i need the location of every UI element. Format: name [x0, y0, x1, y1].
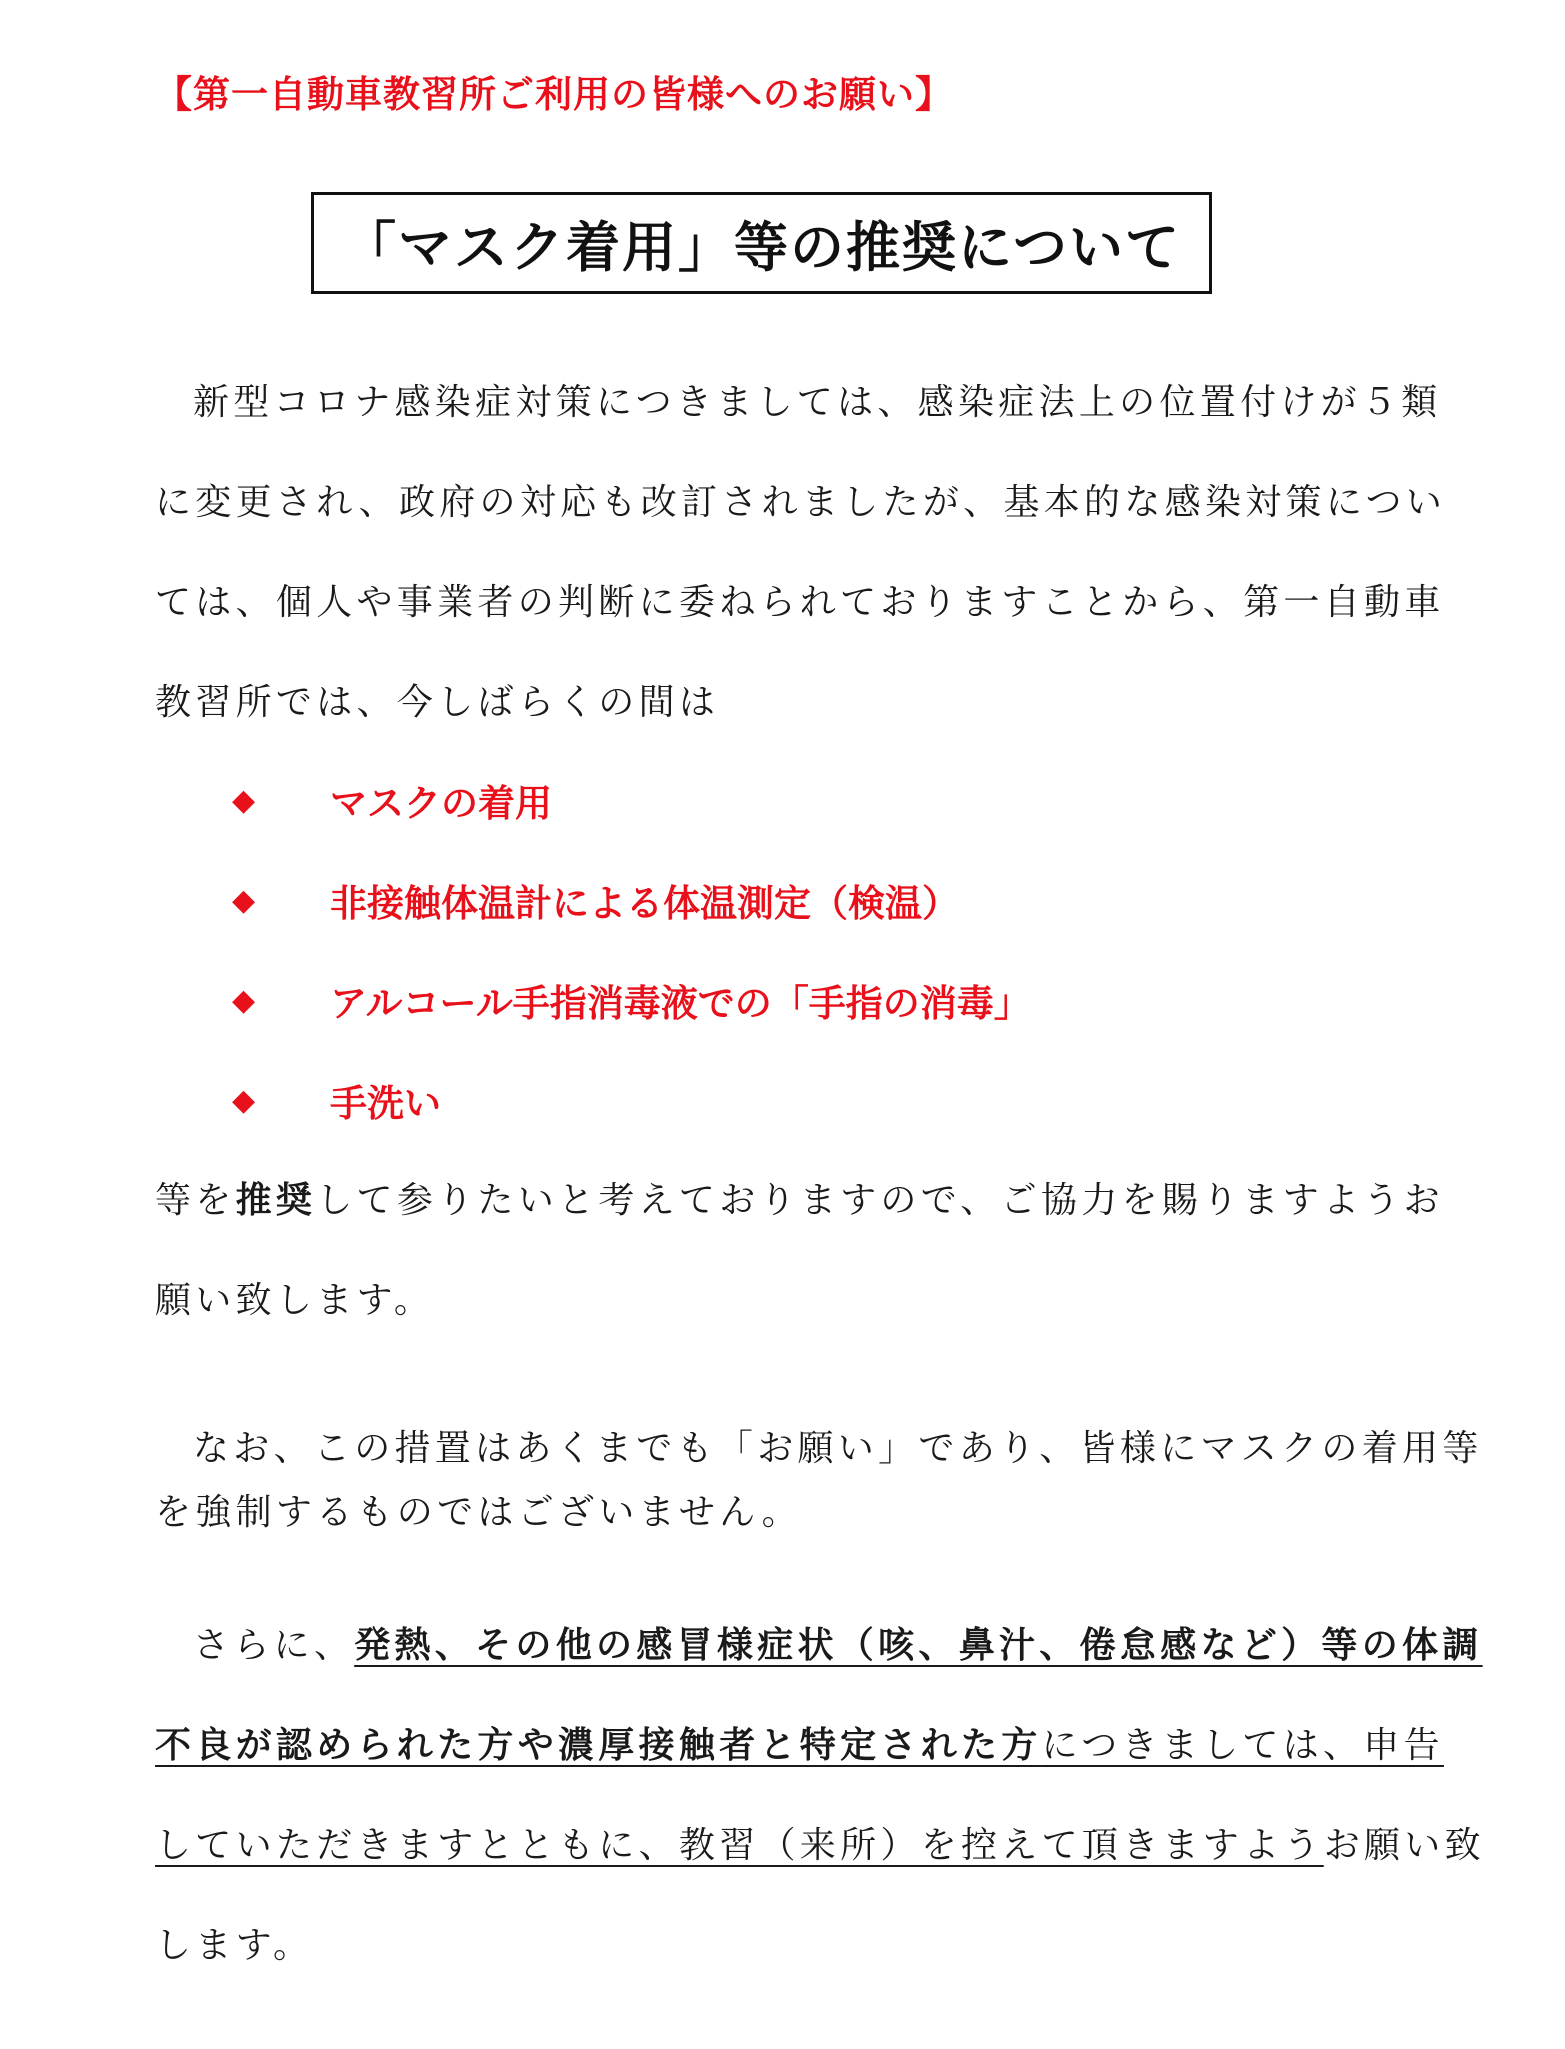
bullet-item — [232, 1073, 441, 1127]
paragraph4-emphasis: 不良が認められた方や濃厚接触者と特定された方 — [155, 1725, 1042, 1766]
paragraph2-pre: 等を — [155, 1180, 236, 1221]
paragraph4-underlined: していただきますとともに、教習（来所）を控えて頂きますよう — [155, 1825, 1324, 1866]
paragraph4-line1 — [193, 1617, 1483, 1668]
paragraph2-line1 — [155, 1172, 1444, 1223]
diamond-icon: ◆ — [232, 782, 256, 818]
paragraph4-line4: します。 — [155, 1925, 314, 1966]
bullet-text: 非接触体温計による体温測定（検温） — [330, 882, 959, 925]
diamond-icon: ◆ — [232, 882, 256, 918]
paragraph1-line3: ては、個人や事業者の判断に委ねられておりますことから、第一自動車 — [155, 582, 1445, 623]
paragraph3-line1: なお、この措置はあくまでも「お願い」であり、皆様にマスクの着用等 — [193, 1428, 1483, 1469]
bullet-text: アルコール手指消毒液での「手指の消毒」 — [330, 982, 1031, 1025]
paragraph3-line2: を強制するものではございません。 — [155, 1492, 802, 1533]
diamond-icon: ◆ — [232, 1082, 256, 1118]
paragraph4-emphasis: 発熱、その他の感冒様症状（咳、鼻汁、倦怠感など）等の体調 — [354, 1625, 1483, 1666]
paragraph4-underlined: につきましては、申告 — [1041, 1725, 1444, 1766]
paragraph1-line4: 教習所では、今しばらくの間は — [155, 682, 720, 723]
header-note: 【第一自動車教習所ご利用の皆様へのお願い】 — [155, 73, 953, 116]
title-box — [311, 192, 1212, 294]
paragraph1-line1: 新型コロナ感染症対策につきましては、感染症法上の位置付けが５類 — [193, 382, 1442, 423]
paragraph2-post: して参りたいと考えておりますので、ご協力を賜りますようお — [316, 1180, 1444, 1221]
paragraph4-line3 — [155, 1817, 1485, 1868]
page-title: 「マスク着用」等の推奨について — [342, 215, 1181, 279]
bullet-item — [232, 773, 552, 827]
paragraph4-pre: さらに、 — [193, 1625, 355, 1666]
bullet-text: マスクの着用 — [330, 782, 552, 825]
bullet-item — [232, 873, 959, 927]
paragraph2-bold: 推奨 — [235, 1180, 317, 1221]
bullet-text: 手洗い — [330, 1082, 441, 1125]
paragraph4-line2 — [155, 1717, 1444, 1768]
bullet-item — [232, 973, 1031, 1027]
paragraph4-post: お願い致 — [1323, 1825, 1485, 1866]
paragraph1-line2: に変更され、政府の対応も改訂されましたが、基本的な感染対策につい — [155, 482, 1447, 523]
diamond-icon: ◆ — [232, 982, 256, 1018]
paragraph2-line2: 願い致します。 — [155, 1280, 435, 1321]
